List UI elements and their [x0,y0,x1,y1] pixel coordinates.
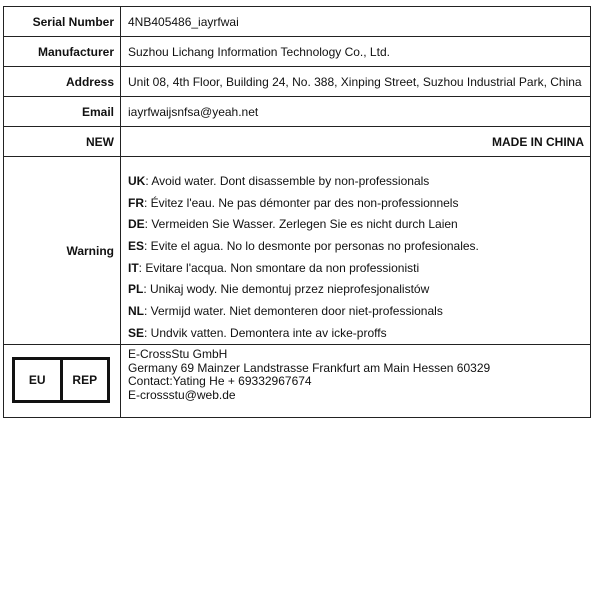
rep-badge-text: REP [60,360,108,400]
warning-line-de [128,214,590,236]
eu-rep-badge-cell [4,345,121,417]
manufacturer-label: Manufacturer [4,37,121,66]
eu-rep-row [4,345,590,417]
email-row [4,97,590,127]
product-label-table [3,6,591,418]
condition-label: NEW [4,127,121,156]
warning-text: : Avoid water. Dont disassemble by non-professionals [145,174,430,188]
warning-code: FR [128,195,144,210]
warning-text: : Vermeiden Sie Wasser. Zerlegen Sie es nicht durch Laien [144,217,458,232]
warning-code: NL [128,304,144,319]
serial-number-value: 4NB405486_iayrfwai [128,14,239,29]
warning-code: UK [128,174,146,188]
manufacturer-row [4,37,590,67]
email-value: iayrfwaijsnfsa@yeah.net [128,104,259,119]
warning-code: ES [128,239,145,254]
warning-line-pl [128,279,590,301]
serial-number-label: Serial Number [4,7,121,36]
manufacturer-value: Suzhou Lichang Information Technology Co., Ltd. [128,44,390,59]
eu-badge-text: EU [28,373,46,387]
warning-label: Warning [4,157,121,344]
warning-text: : Unikaj wody. Nie demontuj przez nieprofesjonalistów [143,282,430,297]
warning-code: IT [128,260,139,275]
address-row [4,67,590,97]
warning-text: : Undvik vatten. Demontera inte av icke-proffs [144,325,387,340]
warning-list [121,157,590,344]
rep-address: Germany 69 Mainzer Landstrasse Frankfurt am Main Hessen 60329 [128,360,491,375]
rep-company: E-CrossStu GmbH [128,347,228,361]
warning-line-se [128,323,590,345]
warning-row [4,157,590,345]
warning-line-it [128,258,590,280]
address-label: Address [4,67,121,96]
eu-rep-details [121,345,590,417]
warning-code: SE [128,325,145,340]
origin-value: MADE IN CHINA [492,134,584,149]
warning-text: : Evitare l'acqua. Non smontare da non professionisti [138,260,420,275]
warning-text: : Evite el agua. No lo desmonte por personas no profesionales. [144,239,479,254]
warning-text: : Évitez l'eau. Ne pas démonter par des non-professionnels [144,195,459,210]
rep-email: E-crossstu@web.de [128,387,236,402]
warning-code: PL [128,282,144,297]
eu-rep-badge [12,357,110,403]
warning-line-es [128,236,590,258]
warning-line-uk [128,171,590,193]
warning-code: DE [128,217,145,232]
serial-number-row [4,7,590,37]
address-value: Unit 08, 4th Floor, Building 24, No. 388, Xinping Street, Suzhou Industrial Park, China [128,74,582,89]
warning-text: : Vermijd water. Niet demonteren door niet-professionals [144,304,443,319]
email-label: Email [4,97,121,126]
rep-contact: Contact:Yating He + 69332967674 [128,374,312,388]
condition-row [4,127,590,157]
warning-line-fr [128,193,590,215]
warning-line-nl [128,301,590,323]
